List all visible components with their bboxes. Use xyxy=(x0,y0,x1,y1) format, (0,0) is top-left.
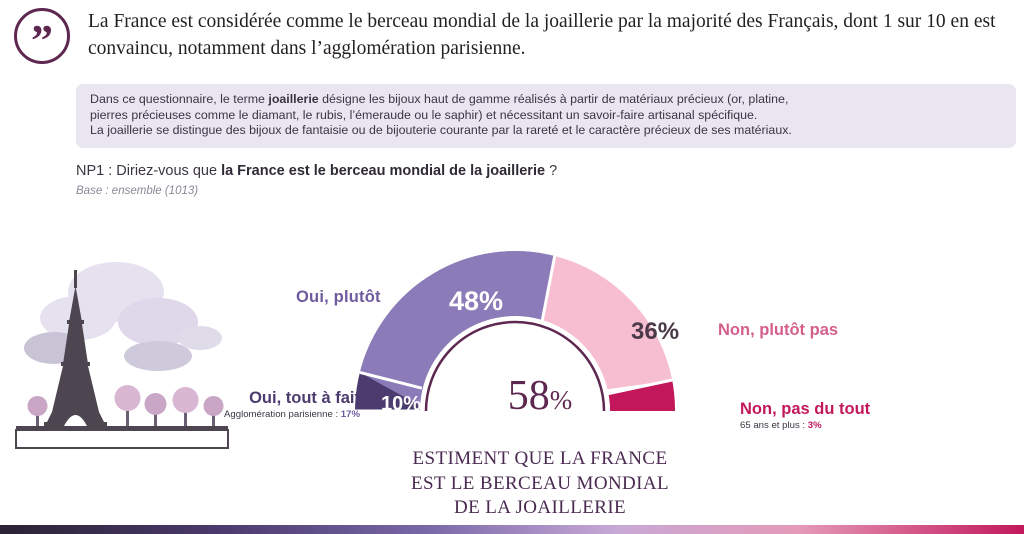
footer-color-bar xyxy=(0,525,1024,534)
value-non-plutot-pas: 36% xyxy=(631,318,680,345)
sub-text-age: 65 ans et plus : xyxy=(740,420,808,431)
definition-line3: La joaillerie se distingue des bijoux de fantaisie ou de bijouterie courante par la rareté et le caractère précieux de ses matériaux. xyxy=(90,123,792,138)
label-non-pas-du-tout: Non, pas du tout xyxy=(740,400,871,418)
label-oui-plutot: Oui, plutôt xyxy=(296,288,381,306)
center-value-number: 58 xyxy=(507,373,550,419)
question-bold: la France est le berceau mondial de la joaillerie xyxy=(221,163,546,179)
header-quote-text: La France est considérée comme le berceau mondial de la joaillerie par la majorité des Français, dont 1 sur 10 en est convaincu, notamment dans l’agglomération parisienne. xyxy=(88,11,996,59)
header-quote-block xyxy=(0,0,1024,78)
definition-line1-post: désigne les bijoux haut de gamme réalisés à partir de matériaux précieux (or, platine, xyxy=(318,92,789,106)
center-value xyxy=(455,372,625,420)
question-line xyxy=(76,163,557,179)
label-non-pas-du-tout-sub xyxy=(740,420,822,431)
value-oui-tout-a-fait: 10% xyxy=(381,393,422,415)
question-code: NP1 : Diriez-vous que xyxy=(76,163,222,179)
definition-line1-pre: Dans ce questionnaire, le terme xyxy=(90,92,269,106)
label-oui-tout-a-fait: Oui, tout à fait xyxy=(249,389,360,407)
quote-mark-icon xyxy=(14,8,70,64)
caption-line-3: DE LA JOAILLERIE xyxy=(453,497,627,518)
caption-line-1: ESTIMENT QUE LA FRANCE xyxy=(412,448,668,469)
sub-pct-age: 3% xyxy=(807,420,822,431)
definition-text xyxy=(90,92,1002,139)
question-suffix: ? xyxy=(545,163,558,179)
definition-term: joaillerie xyxy=(268,92,319,106)
definition-box xyxy=(76,84,1016,148)
caption-line-2: EST LE BERCEAU MONDIAL xyxy=(410,472,670,494)
sub-pct-agglo: 17% xyxy=(340,409,360,420)
sub-text-agglo: Agglomération parisienne : xyxy=(224,409,341,420)
definition-line2: pierres précieuses comme le diamant, le rubis, l’émeraude ou le saphir) et nécessitant un savoir-faire artisanal spécifique. xyxy=(90,107,758,122)
eiffel-tower-illustration xyxy=(8,252,238,452)
quote-glyph: ” xyxy=(31,16,53,65)
question-base: Base : ensemble (1013) xyxy=(76,185,199,197)
value-non-pas-du-tout: 6% xyxy=(684,405,709,424)
gauge-caption xyxy=(330,447,750,521)
label-non-plutot-pas: Non, plutôt pas xyxy=(718,321,839,339)
value-oui-plutot: 48% xyxy=(449,286,504,316)
center-value-unit: % xyxy=(549,385,573,415)
label-oui-tout-a-fait-sub xyxy=(206,409,360,420)
